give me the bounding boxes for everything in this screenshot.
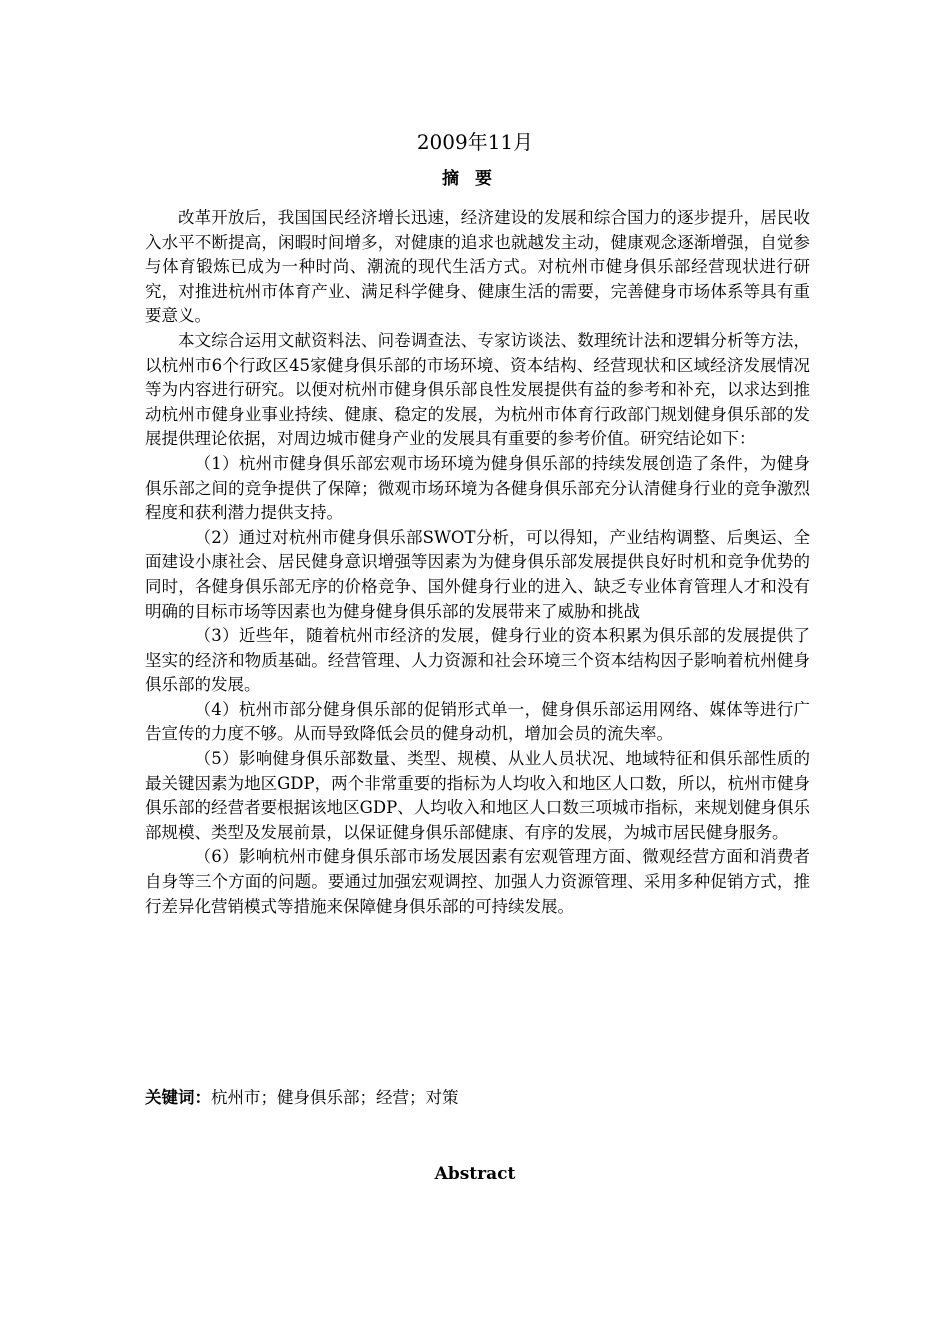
- abstract-paragraph: 改革开放后，我国国民经济增长迅速，经济建设的发展和综合国力的逐步提升，居民收入水平不断提高，闲暇时间增多，对健康的追求也就越发主动，健康观念逐渐增强，自觉参与体育锻炼已成为一种时尚、潮流的现代生活方式。对杭州市健身俱乐部经营现状进行研究，对推进杭州市体育产业、满足科学健身、健康生活的需要，完善健身市场体系等具有重要意义。: [145, 208, 810, 326]
- conclusion-item: （3）近些年，随着杭州市经济的发展，健身行业的资本积累为俱乐部的发展提供了坚实的经济和物质基础。经营管理、人力资源和社会环境三个资本结构因子影响着杭州健身俱乐部的发展。: [145, 626, 810, 695]
- abstract-paragraph: 本文综合运用文献资料法、问卷调查法、专家访谈法、数理统计法和逻辑分析等方法，以杭州市6个行政区45家健身俱乐部的市场环境、资本结构、经营现状和区域经济发展情况等为内容进行研究。以便对杭州市健身俱乐部良性发展提供有益的参考和补充，以求达到推动杭州市健身业事业持续、健康、稳定的发展，为杭州市体育行政部门规划健身俱乐部的发展提供理论依据，对周边城市健身产业的发展具有重要的参考价值。研究结论如下：: [145, 330, 810, 449]
- conclusion-item: （2）通过对杭州市健身俱乐部SWOT分析，可以得知，产业结构调整、后奥运、全面建设小康社会、居民健身意识增强等因素为为健身俱乐部发展提供良好时机和竞争优势的同时，各健身俱乐部无序的价格竞争、国外健身行业的进入、缺乏专业体育管理人才和没有明确的目标市场等因素也为健身健身俱乐部的发展带来了威胁和挑战: [145, 527, 810, 621]
- conclusion-item: （1）杭州市健身俱乐部宏观市场环境为健身俱乐部的持续发展创造了条件，为健身俱乐部之间的竞争提供了保障；微观市场环境为各健身俱乐部充分认清健身行业的竞争激烈程度和获利潜力提供支持。: [145, 453, 810, 523]
- keywords-value: 杭州市；健身俱乐部；经营；对策: [211, 1088, 459, 1107]
- conclusion-item: （4）杭州市部分健身俱乐部的促销形式单一，健身俱乐部运用网络、媒体等进行广告宣传的力度不够。从而导致降低会员的健身动机，增加会员的流失率。: [145, 699, 810, 744]
- conclusion-item: （5）影响健身俱乐部数量、类型、规模、从业人员状况、地域特征和俱乐部性质的最关键因素为地区GDP，两个非常重要的指标为人均收入和地区人口数，所以，杭州市健身俱乐部的经营者要根据该地区GDP、人均收入和地区人口数三项城市指标，来规划健身俱乐部规模、类型及发展前景，以保证健身俱乐部健康、有序的发展，为城市居民健身服务。: [145, 749, 810, 842]
- abstract-heading: 摘要: [442, 169, 508, 189]
- abstract-body: [145, 206, 810, 919]
- keywords-line: [145, 1086, 810, 1110]
- english-abstract-heading: Abstract: [434, 1164, 516, 1184]
- keywords-label: 关键词：: [145, 1088, 211, 1107]
- conclusion-item: （6）影响杭州市健身俱乐部市场发展因素有宏观管理方面、微观经营方面和消费者自身等三个方面的问题。要通过加强宏观调控、加强人力资源管理、采用多种促销方式，推行差异化营销模式等措施来保障健身俱乐部的可持续发展。: [145, 847, 810, 916]
- document-date: 2009年11月: [416, 130, 534, 154]
